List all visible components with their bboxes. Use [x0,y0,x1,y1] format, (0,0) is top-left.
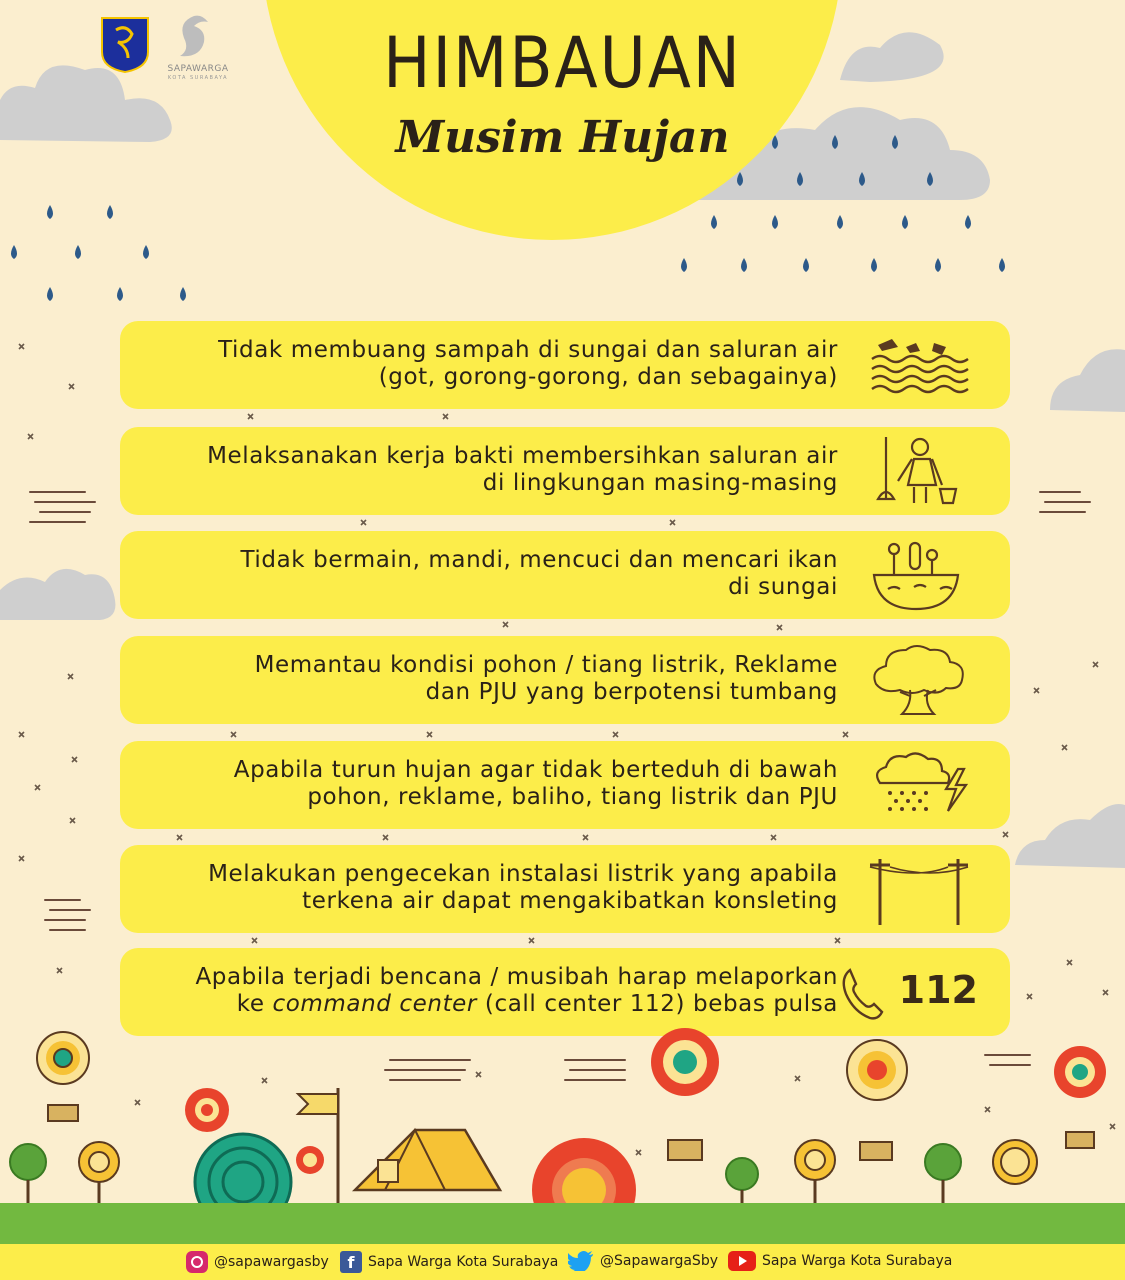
balloon-icon [651,1028,719,1160]
instagram-handle: @sapawargasby [214,1254,329,1270]
social-footer [0,1244,1125,1280]
advice-line [118,991,838,1018]
advice-card [120,636,1010,724]
advice-line: dan PJU yang berpotensi tumbang [425,679,838,705]
cleaning-person-icon [866,435,976,507]
advice-text [118,861,838,915]
page-title: HIMBAUAN [383,22,742,104]
advice-text [118,757,838,811]
power-line-icon [866,853,976,925]
advice-line-text: ke [236,991,273,1017]
twitter-handle: @SapawargaSby [600,1253,718,1269]
balloon-icon [847,1040,907,1160]
advice-line: pohon, reklame, baliho, tiang listrik dan PJU [307,784,838,810]
advice-line: terkena air dapat mengakibatkan konsleting [302,888,838,914]
twitter-icon [568,1251,594,1271]
advice-card [120,741,1010,829]
instagram-link[interactable] [186,1251,329,1273]
advice-text [118,337,838,391]
advice-card [120,531,1010,619]
twitter-link[interactable] [568,1251,718,1271]
advice-text [118,652,838,706]
advice-card [120,321,1010,409]
scenery-illustration [0,1020,1125,1210]
balloon-icon [1054,1046,1106,1148]
advice-line: Memantau kondisi pohon / tiang listrik, Reklame [254,652,838,678]
cloud-shape [1050,349,1125,412]
phone-icon [840,966,886,1020]
storm-cloud-icon [866,749,976,821]
advice-card [120,845,1010,933]
advice-text [118,443,838,497]
facebook-link[interactable] [340,1251,558,1273]
youtube-icon [728,1251,756,1271]
cloud-shape [0,569,115,620]
advice-line: Melaksanakan kerja bakti membersihkan saluran air [207,443,838,469]
advice-line: Apabila turun hujan agar tidak berteduh di bawah [233,757,838,783]
river-bowl-icon [866,539,976,611]
advice-line: Apabila terjadi bencana / musibah harap melaporkan [195,964,838,990]
instagram-icon [186,1251,208,1273]
advice-line: di lingkungan masing-masing [482,470,838,496]
logo-subtext: KOTA SURABAYA [167,75,229,81]
emergency-number: 112 [898,968,978,1012]
advice-line-text: (call center 112) bebas pulsa [477,991,838,1017]
page-subtitle: Musim Hujan [395,112,730,163]
cloud-shape [1015,804,1125,868]
advice-line: (got, gorong-gorong, dan sebagainya) [378,364,838,390]
advice-text [118,964,838,1018]
balloon-icon [37,1032,89,1121]
advice-line: Tidak bermain, mandi, mencuci dan mencari ikan [240,547,838,573]
logo-text: SAPAWARGA [167,64,229,74]
tree-icon [866,644,976,716]
ground-strip [0,1203,1125,1244]
youtube-link[interactable] [728,1251,952,1271]
facebook-handle: Sapa Warga Kota Surabaya [368,1254,559,1270]
advice-card [120,427,1010,515]
river-trash-icon [866,329,976,401]
youtube-handle: Sapa Warga Kota Surabaya [762,1253,953,1269]
advice-text [118,547,838,601]
command-center-text: command center [272,991,477,1017]
advice-line: Tidak membuang sampah di sungai dan saluran air [218,337,838,363]
advice-line: Melakukan pengecekan instalasi listrik yang apabila [208,861,838,887]
facebook-icon: f [340,1251,362,1273]
advice-line: di sungai [728,574,838,600]
